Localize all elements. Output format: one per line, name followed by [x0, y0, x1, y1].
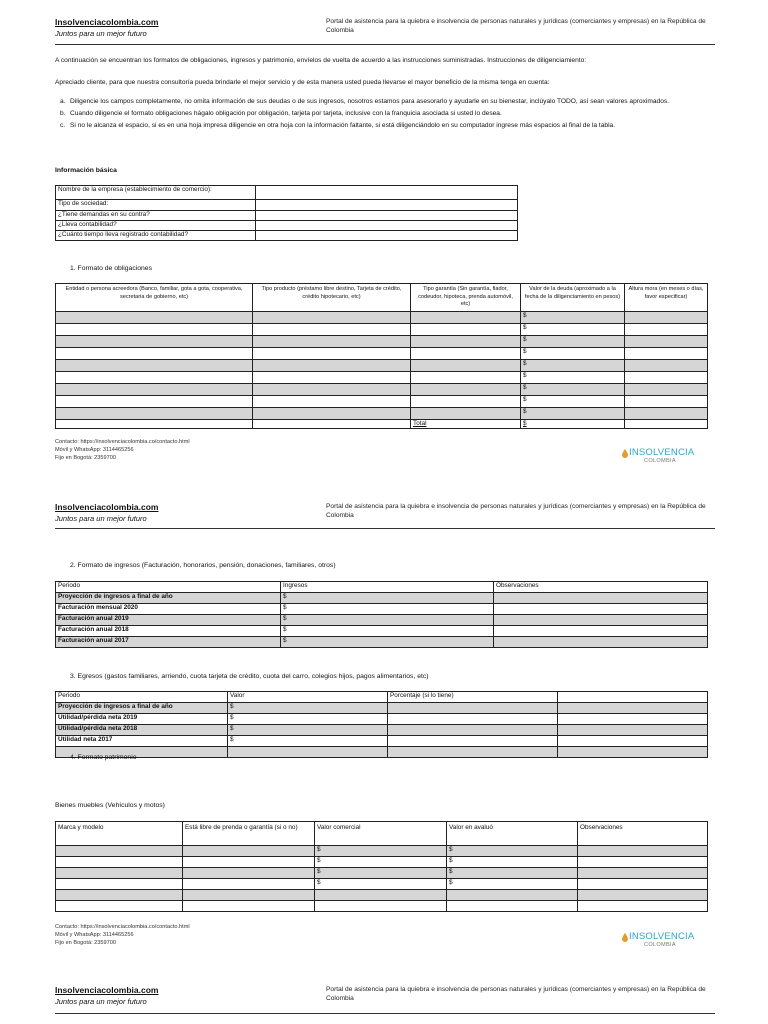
- table-row: [56, 312, 708, 324]
- debt-value[interactable]: $: [521, 384, 625, 396]
- page-header: [55, 17, 715, 47]
- footer-contact[interactable]: Contacto: https://insolvenciacolombia.co/contacto.html: [55, 924, 190, 930]
- table-row: [56, 890, 708, 901]
- footer-phone: Fijo en Bogotá: 2359700: [55, 455, 116, 461]
- expenses-table: [55, 691, 708, 758]
- instructions-list: [55, 97, 710, 133]
- table-row: Utilidad/pérdida neta 2018 $: [56, 725, 708, 736]
- obligations-header: Tipo producto (préstamo libre destino, Tarjeta de crédito, crédito hipotecario, etc): [253, 284, 411, 312]
- brand-link[interactable]: Insolvenciacolombia.com: [55, 985, 159, 995]
- obligations-header: Entidad o persona acreedora (Banco, familiar, gota a gota, cooperativa, secretaria de gobierno, etc): [56, 284, 253, 312]
- instruction-item: c. Si no le alcanza el espacio, si es en una hoja impresa diligencie en otra hoja con la información faltante, si está diligenciándolo en su computador ingrese más espacios al final de la tabla.: [60, 122, 616, 129]
- income-header: Periodo: [56, 582, 281, 593]
- table-row: Utilidad neta 2017 $: [56, 736, 708, 747]
- income-table: [55, 581, 708, 648]
- slogan: Juntos para un mejor futuro: [55, 997, 147, 1006]
- basic-input[interactable]: [256, 211, 518, 221]
- table-row: [56, 396, 708, 408]
- page-footer: [55, 923, 190, 947]
- expenses-header: Periodo: [56, 692, 228, 703]
- expenses-header: Porcentaje (si lo tiene): [388, 692, 558, 703]
- basic-info-table: [55, 185, 518, 241]
- footer-mobile: Móvil y WhatsApp: 3114465256: [55, 932, 134, 938]
- income-header: Observaciones: [494, 582, 708, 593]
- expenses-title: 3. Egresos (gastos familiares, arriendo, cuota tarjeta de crédito, cuota del carro, colegios hijos, pagos alimentarios, etc): [70, 673, 429, 680]
- debt-value[interactable]: $: [521, 336, 625, 348]
- assets-subtitle: Bienes muebles (Vehículos y motos): [55, 802, 165, 809]
- page-footer: [55, 438, 190, 462]
- table-row: Proyección de ingresos a final de año $: [56, 703, 708, 714]
- table-row: Facturación anual 2019 $: [56, 615, 708, 626]
- debt-value[interactable]: $: [521, 360, 625, 372]
- assets-header: Marca y modelo: [56, 822, 183, 846]
- intro-paragraph-2: Apreciado cliente, para que nuestra consultoría pueda brindarle el mejor servicio y de esta manera usted pueda llevarse el mayor beneficio de la misma tenga en cuenta:: [55, 79, 550, 86]
- portal-description: Portal de asistencia para la quiebra e insolvencia de personas naturales y jurídicas (comerciantes y empresas) en la República de Colombia: [326, 986, 706, 1002]
- basic-label: ¿Lleva contabilidad?: [56, 221, 256, 231]
- income-title: 2. Formato de ingresos (Facturación, honorarios, pensión, donaciones, familiares, otros): [70, 562, 336, 569]
- footer-mobile: Móvil y WhatsApp: 3114465256: [55, 447, 134, 453]
- header-divider: [55, 528, 715, 529]
- table-row: Facturación mensual 2020 $: [56, 604, 708, 615]
- assets-header: Valor en avaluó: [447, 822, 578, 846]
- income-header: Ingresos: [281, 582, 494, 593]
- footer-phone: Fijo en Bogotá: 2359700: [55, 940, 116, 946]
- table-row: Facturación anual 2018 $: [56, 626, 708, 637]
- table-row: $ $: [56, 868, 708, 879]
- debt-value[interactable]: $: [521, 312, 625, 324]
- table-row: [56, 408, 708, 420]
- table-row: $ $: [56, 846, 708, 857]
- assets-title: 4. Formato patrimonio: [70, 754, 137, 761]
- obligations-title: 1. Formato de obligaciones: [70, 265, 152, 272]
- debt-value[interactable]: $: [521, 324, 625, 336]
- table-row: Facturación anual 2017 $: [56, 637, 708, 648]
- debt-value[interactable]: $: [521, 348, 625, 360]
- table-row: [56, 336, 708, 348]
- total-row: [56, 420, 708, 429]
- assets-table: [55, 821, 708, 912]
- brand-link[interactable]: Insolvenciacolombia.com: [55, 17, 159, 27]
- footer-contact[interactable]: Contacto: https://insolvenciacolombia.co/contacto.html: [55, 439, 190, 445]
- obligations-header: Valor de la deuda (aproximado a la fecha de la diligenciamiento en pesos): [521, 284, 625, 312]
- portal-description: Portal de asistencia para la quiebra e insolvencia de personas naturales y jurídicas (comerciantes y empresas) en la República de Colombia: [326, 18, 706, 34]
- obligations-header: Altura mora (en meses o días, favor especificar): [625, 284, 708, 312]
- table-row: [56, 901, 708, 912]
- table-row: [56, 747, 708, 758]
- table-row: $ $: [56, 879, 708, 890]
- header-divider: [55, 1013, 715, 1014]
- basic-info-title: Información básica: [55, 167, 117, 174]
- basic-input[interactable]: [256, 221, 518, 231]
- instruction-item: b. Cuando diligencie el formato obligaciones hágalo obligación por obligación, tarjeta por tarjeta, inclusive con la franquicia asociada si usted lo desea.: [60, 110, 502, 117]
- basic-label: Tipo de sociedad:: [56, 200, 256, 211]
- header-divider: [55, 44, 715, 45]
- debt-value[interactable]: $: [521, 408, 625, 420]
- table-row: Utilidad/pérdida neta 2019 $: [56, 714, 708, 725]
- intro-paragraph-1: A continuación se encuentran los formatos de obligaciones, ingresos y patrimonio, envíelos de vuelta de acuerdo a las instrucciones suministradas. Instrucciones de diligenciamiento:: [55, 57, 587, 64]
- basic-input[interactable]: [256, 186, 518, 200]
- drop-icon: [622, 933, 628, 942]
- brand-link[interactable]: Insolvenciacolombia.com: [55, 502, 159, 512]
- slogan: Juntos para un mejor futuro: [55, 514, 147, 523]
- assets-header: Observaciones: [578, 822, 708, 846]
- page-header: [55, 985, 715, 1015]
- basic-label: ¿Tiene demandas en su contra?: [56, 211, 256, 221]
- portal-description: Portal de asistencia para la quiebra e insolvencia de personas naturales y jurídicas (comerciantes y empresas) en la República de Colombia: [326, 503, 706, 519]
- table-row: [56, 384, 708, 396]
- table-row: [56, 360, 708, 372]
- table-row: [56, 372, 708, 384]
- assets-header: Valor comercial: [315, 822, 447, 846]
- basic-input[interactable]: [256, 231, 518, 241]
- company-logo: INSOLVENCIA COLOMBIA: [622, 447, 704, 469]
- table-row: [56, 348, 708, 360]
- obligations-header: Tipo garantía (Sin garantía, fiador, codeudor, hipoteca, prenda automóvil, etc): [411, 284, 521, 312]
- drop-icon: [622, 449, 628, 458]
- expenses-header: Valor: [228, 692, 388, 703]
- table-row: [56, 324, 708, 336]
- debt-value[interactable]: $: [521, 396, 625, 408]
- table-row: $ $: [56, 857, 708, 868]
- basic-input[interactable]: [256, 200, 518, 211]
- total-label: Total: [411, 420, 521, 429]
- basic-label: ¿Cuánto tiempo lleva registrado contabilidad?: [56, 231, 256, 241]
- basic-label: Nombre de la empresa (establecimiento de comercio):: [56, 186, 256, 200]
- instruction-item: a. Diligencie los campos completamente, no omita información de sus deudas o de sus ingresos, nosotros estamos para asesorarlo y ayudarle en su bienestar, inclúyalo TODO, así sean valores aproximados.: [60, 98, 670, 105]
- table-row: Proyección de ingresos a final de año $: [56, 593, 708, 604]
- company-logo: INSOLVENCIA COLOMBIA: [622, 931, 704, 953]
- total-value[interactable]: $: [521, 420, 625, 429]
- slogan: Juntos para un mejor futuro: [55, 29, 147, 38]
- assets-header: Está libre de prenda o garantía (si o no): [183, 822, 315, 846]
- debt-value[interactable]: $: [521, 372, 625, 384]
- obligations-table: [55, 283, 708, 429]
